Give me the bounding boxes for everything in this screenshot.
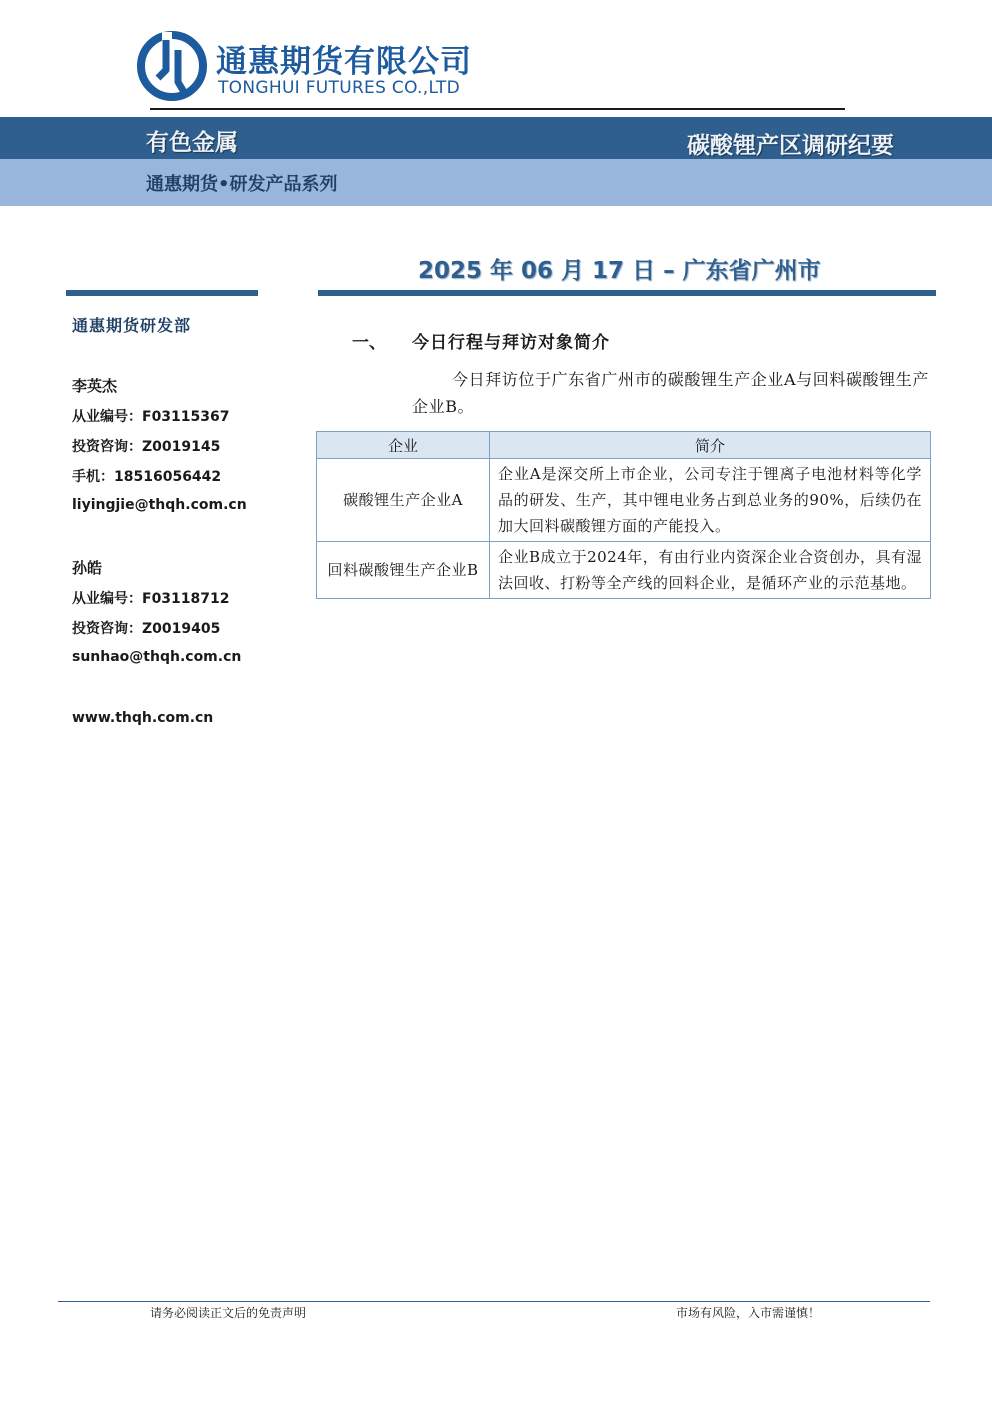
header-divider xyxy=(150,108,845,110)
footer-divider xyxy=(58,1301,930,1302)
analyst-consult xyxy=(72,618,220,638)
analyst-name: 李英杰 xyxy=(72,377,118,395)
company-logo-icon xyxy=(136,30,208,102)
consult-number: Z0019145 xyxy=(142,439,221,455)
section-number: 一、 xyxy=(352,333,386,353)
company-cell: 回料碳酸锂生产企业B xyxy=(317,542,490,599)
date-divider xyxy=(318,290,936,296)
consult-label: 投资咨询： xyxy=(72,621,142,637)
license-number: F03115367 xyxy=(142,409,230,425)
description-cell: 企业B成立于2024年，有由行业内资深企业合资创办，具有湿法回收、打粉等全产线的回料企业，是循环产业的示范基地。 xyxy=(490,542,931,599)
analyst-consult xyxy=(72,436,220,456)
company-cell: 碳酸锂生产企业A xyxy=(317,459,490,542)
license-number: F03118712 xyxy=(142,591,230,607)
consult-label: 投资咨询： xyxy=(72,439,142,455)
analyst-phone xyxy=(72,466,221,486)
risk-warning: 市场有风险，入市需谨慎！ xyxy=(675,1306,820,1320)
series-label: 通惠期货•研发产品系列 xyxy=(146,174,338,195)
report-date-location: 2025 年 06 月 17 日 – 广东省广州市 xyxy=(418,258,821,284)
analyst-name: 孙皓 xyxy=(72,559,103,577)
report-type-title: 碳酸锂产区调研纪要 xyxy=(687,133,894,159)
description-cell: 企业A是深交所上市企业，公司专注于锂离子电池材料等化学品的研发、生产，其中锂电业务占到总业务的90%，后续仍在加大回料碳酸锂方面的产能投入。 xyxy=(490,459,931,542)
phone-label: 手机： xyxy=(72,469,114,485)
company-name-cn: 通惠期货有限公司 xyxy=(216,44,472,80)
table-row xyxy=(317,542,931,599)
analyst-license xyxy=(72,406,230,426)
disclaimer-note: 请务必阅读正文后的免责声明 xyxy=(150,1306,307,1320)
consult-number: Z0019405 xyxy=(142,621,221,637)
sector-label: 有色金属 xyxy=(146,130,238,156)
department-name: 通惠期货研发部 xyxy=(72,316,192,335)
column-header: 企业 xyxy=(317,432,490,459)
analyst-email-link[interactable]: sunhao@thqh.com.cn xyxy=(72,649,242,665)
sidebar-divider xyxy=(66,290,258,296)
table-header-row xyxy=(317,432,931,459)
analyst-email-link[interactable]: liyingjie@thqh.com.cn xyxy=(72,497,247,513)
license-label: 从业编号： xyxy=(72,409,142,425)
company-table xyxy=(316,431,931,599)
table-row xyxy=(317,459,931,542)
intro-paragraph: 今日拜访位于广东省广州市的碳酸锂生产企业A与回料碳酸锂生产企业B。 xyxy=(412,370,929,416)
column-header: 简介 xyxy=(490,432,931,459)
analyst-license xyxy=(72,588,230,608)
company-name-en: TONGHUI FUTURES CO.,LTD xyxy=(218,78,460,98)
license-label: 从业编号： xyxy=(72,591,142,607)
phone-number: 18516056442 xyxy=(114,469,222,485)
section-title: 今日行程与拜访对象简介 xyxy=(412,333,610,353)
website-link[interactable]: www.thqh.com.cn xyxy=(72,710,214,726)
